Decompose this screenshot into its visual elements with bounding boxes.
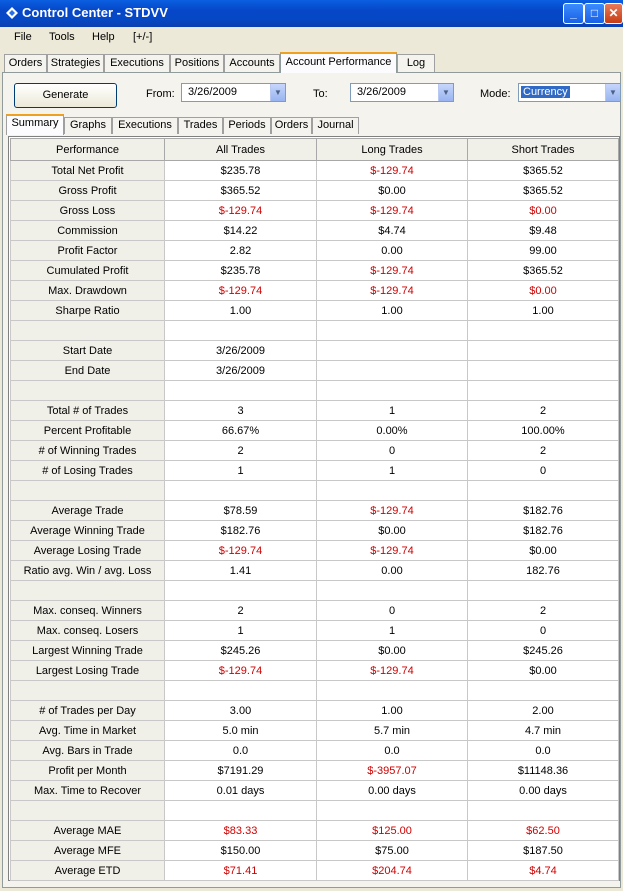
minimize-icon: _ bbox=[570, 6, 577, 20]
generate-button[interactable]: Generate bbox=[14, 83, 117, 108]
table-cell: 1.41 bbox=[165, 561, 317, 581]
table-row[interactable] bbox=[11, 401, 619, 421]
table-cell: 2 bbox=[165, 601, 317, 621]
mode-select[interactable] bbox=[518, 83, 621, 102]
table-cell: 66.67% bbox=[165, 421, 317, 441]
column-header-long-trades[interactable]: Long Trades bbox=[317, 139, 468, 161]
table-cell: 2.00 bbox=[468, 701, 619, 721]
table-cell: $-129.74 bbox=[317, 501, 468, 521]
table-cell: 0.0 bbox=[165, 741, 317, 761]
table-row[interactable] bbox=[11, 721, 619, 741]
table-row[interactable] bbox=[11, 841, 619, 861]
table-cell: 0.01 days bbox=[165, 781, 317, 801]
table-cell: $0.00 bbox=[468, 281, 619, 301]
table-cell: 2 bbox=[468, 401, 619, 421]
table-cell: $125.00 bbox=[317, 821, 468, 841]
tab-graphs[interactable]: Graphs bbox=[64, 117, 112, 134]
table-cell bbox=[165, 581, 317, 601]
tab-executions[interactable]: Executions bbox=[104, 54, 170, 72]
table-cell bbox=[468, 581, 619, 601]
table-cell: 1.00 bbox=[468, 301, 619, 321]
menu-bar bbox=[0, 27, 623, 49]
tab-trades[interactable]: Trades bbox=[178, 117, 223, 134]
table-cell bbox=[468, 321, 619, 341]
table-cell: 2 bbox=[468, 601, 619, 621]
table-cell: $204.74 bbox=[317, 861, 468, 881]
chevron-down-icon[interactable]: ▼ bbox=[270, 84, 285, 101]
table-cell: $-129.74 bbox=[317, 281, 468, 301]
table-cell: $0.00 bbox=[317, 641, 468, 661]
table-cell: $245.26 bbox=[165, 641, 317, 661]
row-label: Max. conseq. Winners bbox=[11, 601, 165, 621]
table-cell: $75.00 bbox=[317, 841, 468, 861]
table-header-row bbox=[11, 139, 619, 161]
row-label: Percent Profitable bbox=[11, 421, 165, 441]
row-label bbox=[11, 321, 165, 341]
table-cell: $-129.74 bbox=[165, 281, 317, 301]
table-row[interactable] bbox=[11, 661, 619, 681]
row-label: Max. Drawdown bbox=[11, 281, 165, 301]
table-row[interactable] bbox=[11, 781, 619, 801]
from-label: From: bbox=[146, 88, 175, 100]
table-cell: $14.22 bbox=[165, 221, 317, 241]
tab-log[interactable]: Log bbox=[397, 54, 435, 72]
menu-help[interactable]: Help bbox=[92, 31, 115, 43]
tab-executions-sub[interactable]: Executions bbox=[112, 117, 178, 134]
maximize-button[interactable] bbox=[584, 3, 605, 24]
row-label: End Date bbox=[11, 361, 165, 381]
table-cell: 0 bbox=[317, 601, 468, 621]
table-cell: 1.00 bbox=[317, 701, 468, 721]
row-label: Sharpe Ratio bbox=[11, 301, 165, 321]
row-label: Max. Time to Recover bbox=[11, 781, 165, 801]
table-row[interactable] bbox=[11, 701, 619, 721]
to-date-value: 3/26/2009 bbox=[357, 86, 406, 98]
tab-strategies[interactable]: Strategies bbox=[47, 54, 104, 72]
table-cell: $235.78 bbox=[165, 161, 317, 181]
window-title: Control Center - STDVV bbox=[22, 5, 168, 20]
maximize-icon: □ bbox=[590, 6, 599, 20]
table-cell: 182.76 bbox=[468, 561, 619, 581]
row-label bbox=[11, 681, 165, 701]
table-cell: $0.00 bbox=[468, 661, 619, 681]
row-label: Gross Loss bbox=[11, 201, 165, 221]
table-cell bbox=[165, 381, 317, 401]
table-cell bbox=[317, 321, 468, 341]
table-cell: $-129.74 bbox=[317, 201, 468, 221]
table-row[interactable] bbox=[11, 601, 619, 621]
tab-positions[interactable]: Positions bbox=[170, 54, 224, 72]
table-cell: $4.74 bbox=[468, 861, 619, 881]
table-row[interactable] bbox=[11, 261, 619, 281]
row-label: Start Date bbox=[11, 341, 165, 361]
to-label: To: bbox=[313, 88, 328, 100]
table-row[interactable] bbox=[11, 241, 619, 261]
table-cell bbox=[468, 481, 619, 501]
table-cell: $182.76 bbox=[165, 521, 317, 541]
table-cell: 2 bbox=[165, 441, 317, 461]
table-row[interactable] bbox=[11, 621, 619, 641]
table-cell: 2.82 bbox=[165, 241, 317, 261]
row-label: # of Winning Trades bbox=[11, 441, 165, 461]
table-cell: 3/26/2009 bbox=[165, 341, 317, 361]
table-body bbox=[11, 161, 619, 881]
table-cell: $0.00 bbox=[317, 181, 468, 201]
title-bar[interactable] bbox=[0, 0, 623, 27]
table-cell bbox=[468, 361, 619, 381]
tab-orders-sub[interactable]: Orders bbox=[271, 117, 312, 134]
table-cell: $0.00 bbox=[317, 521, 468, 541]
row-label: Avg. Bars in Trade bbox=[11, 741, 165, 761]
close-button[interactable] bbox=[604, 3, 623, 24]
table-cell bbox=[165, 801, 317, 821]
table-row[interactable] bbox=[11, 361, 619, 381]
table-row[interactable] bbox=[11, 801, 619, 821]
table-cell bbox=[317, 381, 468, 401]
table-cell: $235.78 bbox=[165, 261, 317, 281]
table-cell: 99.00 bbox=[468, 241, 619, 261]
tab-accounts[interactable]: Accounts bbox=[224, 54, 280, 72]
row-label bbox=[11, 801, 165, 821]
table-cell: $62.50 bbox=[468, 821, 619, 841]
table-cell bbox=[468, 681, 619, 701]
table-cell: $4.74 bbox=[317, 221, 468, 241]
row-label: Gross Profit bbox=[11, 181, 165, 201]
app-icon bbox=[6, 7, 18, 19]
table-row[interactable] bbox=[11, 321, 619, 341]
table-row[interactable] bbox=[11, 501, 619, 521]
table-cell bbox=[317, 581, 468, 601]
table-cell: 0.00% bbox=[317, 421, 468, 441]
table-cell: $0.00 bbox=[468, 541, 619, 561]
table-cell: 1 bbox=[165, 461, 317, 481]
table-row[interactable] bbox=[11, 861, 619, 881]
table-cell bbox=[468, 381, 619, 401]
row-label: Average MFE bbox=[11, 841, 165, 861]
to-date-picker[interactable] bbox=[350, 83, 454, 102]
table-cell: 0.00 days bbox=[317, 781, 468, 801]
mode-value: Currency bbox=[523, 86, 568, 98]
table-cell: $-129.74 bbox=[317, 261, 468, 281]
row-label: Average ETD bbox=[11, 861, 165, 881]
row-label: Total # of Trades bbox=[11, 401, 165, 421]
table-cell: $78.59 bbox=[165, 501, 317, 521]
table-cell bbox=[165, 481, 317, 501]
table-cell: 3/26/2009 bbox=[165, 361, 317, 381]
table-cell: $9.48 bbox=[468, 221, 619, 241]
table-cell: 2 bbox=[468, 441, 619, 461]
table-cell: 0.00 bbox=[317, 561, 468, 581]
row-label: Total Net Profit bbox=[11, 161, 165, 181]
table-row[interactable] bbox=[11, 301, 619, 321]
row-label: # of Trades per Day bbox=[11, 701, 165, 721]
menu-file[interactable]: File bbox=[14, 31, 32, 43]
table-cell: $365.52 bbox=[468, 161, 619, 181]
table-cell: $-129.74 bbox=[317, 541, 468, 561]
row-label: Largest Winning Trade bbox=[11, 641, 165, 661]
row-label: Average Winning Trade bbox=[11, 521, 165, 541]
row-label: Profit per Month bbox=[11, 761, 165, 781]
table-row[interactable] bbox=[11, 441, 619, 461]
mode-label: Mode: bbox=[480, 88, 511, 100]
table-cell: 0 bbox=[468, 621, 619, 641]
table-row[interactable] bbox=[11, 561, 619, 581]
table-row[interactable] bbox=[11, 181, 619, 201]
row-label bbox=[11, 381, 165, 401]
column-header-all-trades[interactable]: All Trades bbox=[165, 139, 317, 161]
table-cell: $7191.29 bbox=[165, 761, 317, 781]
from-date-picker[interactable] bbox=[181, 83, 286, 102]
table-cell bbox=[165, 321, 317, 341]
table-cell: $365.52 bbox=[468, 181, 619, 201]
table-cell: $-129.74 bbox=[317, 661, 468, 681]
menu-expand-toggle[interactable]: [+/-] bbox=[133, 31, 153, 43]
table-row[interactable] bbox=[11, 741, 619, 761]
column-header-short-trades[interactable]: Short Trades bbox=[468, 139, 619, 161]
table-cell: 3.00 bbox=[165, 701, 317, 721]
tab-summary[interactable]: Summary bbox=[6, 114, 64, 135]
column-header-performance[interactable]: Performance bbox=[11, 139, 165, 161]
tab-journal[interactable]: Journal bbox=[312, 117, 359, 134]
table-cell bbox=[317, 341, 468, 361]
table-cell: 4.7 min bbox=[468, 721, 619, 741]
table-row[interactable] bbox=[11, 221, 619, 241]
table-cell: $11148.36 bbox=[468, 761, 619, 781]
table-cell: $365.52 bbox=[165, 181, 317, 201]
table-row[interactable] bbox=[11, 581, 619, 601]
table-cell bbox=[317, 681, 468, 701]
table-row[interactable] bbox=[11, 341, 619, 361]
table-cell: $182.76 bbox=[468, 501, 619, 521]
table-cell: 0.0 bbox=[468, 741, 619, 761]
row-label: Commission bbox=[11, 221, 165, 241]
table-cell: $71.41 bbox=[165, 861, 317, 881]
from-date-value: 3/26/2009 bbox=[188, 86, 237, 98]
row-label: Ratio avg. Win / avg. Loss bbox=[11, 561, 165, 581]
table-row[interactable] bbox=[11, 821, 619, 841]
minimize-button[interactable] bbox=[563, 3, 584, 24]
table-cell: $365.52 bbox=[468, 261, 619, 281]
table-cell: 0 bbox=[317, 441, 468, 461]
table-cell: $150.00 bbox=[165, 841, 317, 861]
table-cell: 0 bbox=[468, 461, 619, 481]
table-row[interactable] bbox=[11, 161, 619, 181]
table-cell: 5.0 min bbox=[165, 721, 317, 741]
table-row[interactable] bbox=[11, 521, 619, 541]
table-cell: 1.00 bbox=[317, 301, 468, 321]
table-cell bbox=[317, 481, 468, 501]
table-cell bbox=[468, 801, 619, 821]
table-row[interactable] bbox=[11, 641, 619, 661]
row-label bbox=[11, 481, 165, 501]
row-label: Avg. Time in Market bbox=[11, 721, 165, 741]
table-row[interactable] bbox=[11, 461, 619, 481]
table-cell: $-3957.07 bbox=[317, 761, 468, 781]
main-tabs bbox=[0, 52, 623, 72]
chevron-down-icon[interactable]: ▼ bbox=[605, 84, 620, 101]
table-cell bbox=[165, 681, 317, 701]
tab-periods[interactable]: Periods bbox=[223, 117, 271, 134]
table-row[interactable] bbox=[11, 201, 619, 221]
table-cell: 1 bbox=[165, 621, 317, 641]
row-label: Average Trade bbox=[11, 501, 165, 521]
table-cell: 0.00 days bbox=[468, 781, 619, 801]
table-cell: 5.7 min bbox=[317, 721, 468, 741]
table-row[interactable] bbox=[11, 761, 619, 781]
row-label: Average MAE bbox=[11, 821, 165, 841]
table-row[interactable] bbox=[11, 481, 619, 501]
row-label: # of Losing Trades bbox=[11, 461, 165, 481]
row-label: Profit Factor bbox=[11, 241, 165, 261]
row-label: Largest Losing Trade bbox=[11, 661, 165, 681]
table-cell: $-129.74 bbox=[165, 541, 317, 561]
close-icon: ✕ bbox=[608, 6, 619, 20]
table-cell: $182.76 bbox=[468, 521, 619, 541]
row-label: Max. conseq. Losers bbox=[11, 621, 165, 641]
table-cell bbox=[317, 801, 468, 821]
table-cell: $83.33 bbox=[165, 821, 317, 841]
table-cell: $-129.74 bbox=[317, 161, 468, 181]
menu-tools[interactable]: Tools bbox=[49, 31, 75, 43]
table-cell: 0.00 bbox=[317, 241, 468, 261]
table-row[interactable] bbox=[11, 381, 619, 401]
table-cell: 100.00% bbox=[468, 421, 619, 441]
table-cell: 1 bbox=[317, 461, 468, 481]
table-cell: 1.00 bbox=[165, 301, 317, 321]
table-cell: $-129.74 bbox=[165, 661, 317, 681]
table-row[interactable] bbox=[11, 681, 619, 701]
chevron-down-icon[interactable]: ▼ bbox=[438, 84, 453, 101]
table-cell: $-129.74 bbox=[165, 201, 317, 221]
table-cell: 1 bbox=[317, 621, 468, 641]
tab-account-performance[interactable]: Account Performance bbox=[280, 52, 397, 73]
performance-summary-table bbox=[10, 138, 619, 881]
row-label bbox=[11, 581, 165, 601]
table-cell: 1 bbox=[317, 401, 468, 421]
row-label: Cumulated Profit bbox=[11, 261, 165, 281]
table-cell: 3 bbox=[165, 401, 317, 421]
table-row[interactable] bbox=[11, 421, 619, 441]
table-row[interactable] bbox=[11, 541, 619, 561]
row-label: Average Losing Trade bbox=[11, 541, 165, 561]
table-cell: $187.50 bbox=[468, 841, 619, 861]
tab-orders[interactable]: Orders bbox=[4, 54, 47, 72]
table-cell: $245.26 bbox=[468, 641, 619, 661]
table-row[interactable] bbox=[11, 281, 619, 301]
table-cell bbox=[317, 361, 468, 381]
table-cell bbox=[468, 341, 619, 361]
table-cell: $0.00 bbox=[468, 201, 619, 221]
table-cell: 0.0 bbox=[317, 741, 468, 761]
